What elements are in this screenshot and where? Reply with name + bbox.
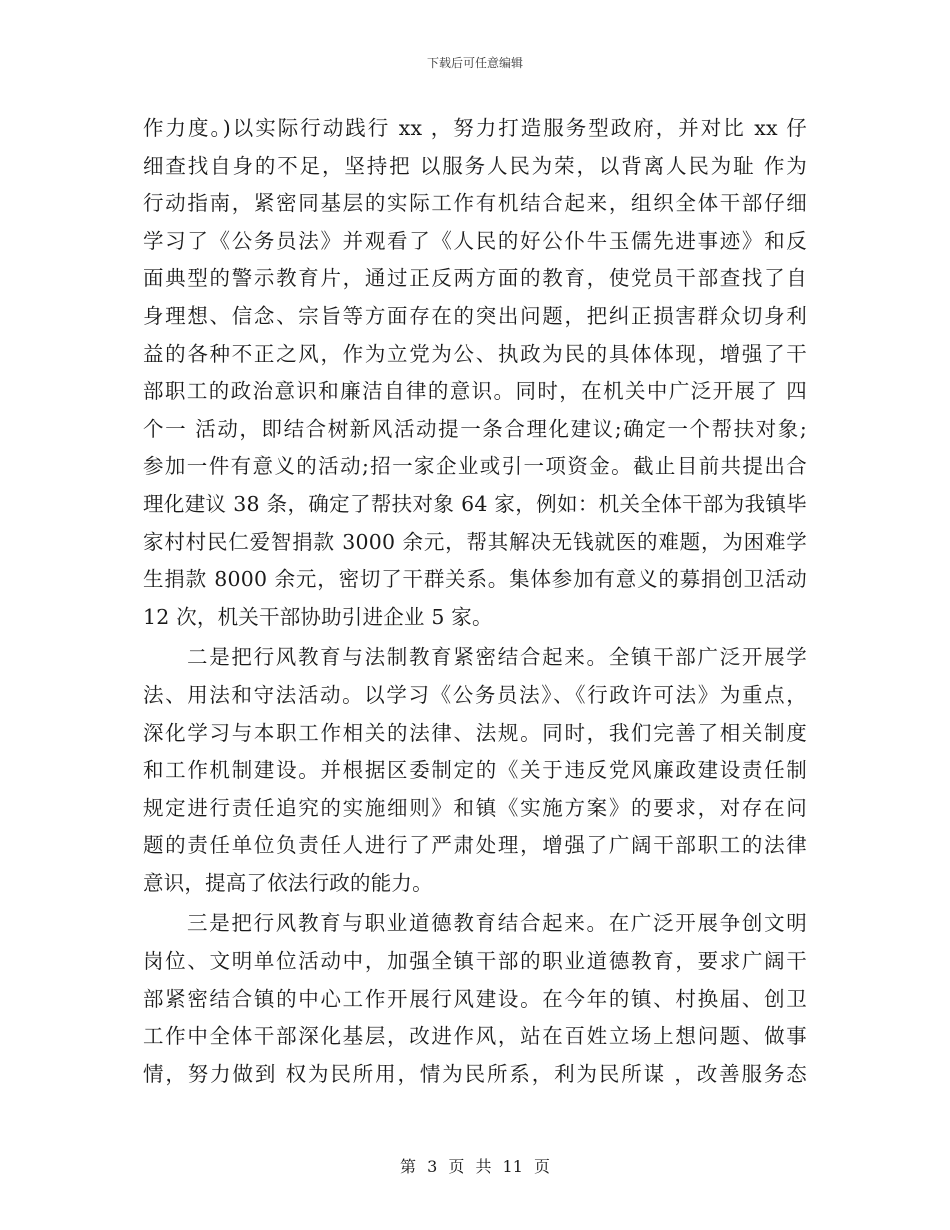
text-line: 题的责任单位负责任人进行了严肃处理，增强了广阔干部职工的法律 xyxy=(143,833,807,858)
text-line: 情，努力做到 权为民所用，情为民所系，利为民所谋 ，改善服务态 xyxy=(143,1061,807,1086)
page-number-footer: 第 3 页 共 11 页 xyxy=(400,1157,550,1176)
text-line: 岗位、文明单位活动中，加强全镇干部的职业道德教育，要求广阔干 xyxy=(143,949,807,974)
paragraph-1 xyxy=(143,110,807,636)
text-line: 生捐款 8000 余元，密切了干群关系。集体参加有意义的募捐创卫活动 xyxy=(143,567,807,592)
text-line: 身理想、信念、宗旨等方面存在的突出问题，把纠正损害群众切身利 xyxy=(143,303,807,328)
text-line: 细查找自身的不足，坚持把 以服务人民为荣，以背离人民为耻 作为 xyxy=(143,153,807,178)
page-header: 下载后可任意编辑 xyxy=(426,56,523,70)
text-line: 个一 活动，即结合树新风活动提一条合理化建议;确定一个帮扶对象; xyxy=(143,416,807,441)
text-line: 法、用法和守法活动。以学习《公务员法》、《行政许可法》为重点， xyxy=(143,682,807,707)
text-line: 二是把行风教育与法制教育紧密结合起来。全镇干部广泛开展学 xyxy=(187,645,807,670)
paragraph-2 xyxy=(143,639,807,902)
text-line: 家村村民仁爱智捐款 3000 余元，帮其解决无钱就医的难题，为困难学 xyxy=(143,529,807,554)
text-line: 三是把行风教育与职业道德教育结合起来。在广泛开展争创文明 xyxy=(187,911,807,936)
text-line: 部职工的政治意识和廉洁自律的意识。同时，在机关中广泛开展了 四 xyxy=(143,379,807,404)
text-line: 部紧密结合镇的中心工作开展行风建设。在今年的镇、村换届、创卫 xyxy=(143,986,807,1011)
text-line: 学习了《公务员法》并观看了《人民的好公仆牛玉儒先进事迹》和反 xyxy=(143,228,807,253)
text-line: 工作中全体干部深化基层，改进作风，站在百姓立场上想问题、做事 xyxy=(143,1024,807,1049)
text-line: 和工作机制建设。并根据区委制定的《关于违反党风廉政建设责任制 xyxy=(143,758,807,783)
text-line: 行动指南，紧密同基层的实际工作有机结合起来，组织全体干部仔细 xyxy=(143,191,807,216)
text-line: 作力度。)以实际行动践行 xx ，努力打造服务型政府，并对比 xx 仔 xyxy=(143,116,807,140)
document-body xyxy=(143,110,807,1093)
text-line: 深化学习与本职工作相关的法律、法规。同时，我们完善了相关制度 xyxy=(143,720,807,745)
text-line: 12 次，机关干部协助引进企业 5 家。 xyxy=(143,604,493,629)
text-line: 理化建议 38 条，确定了帮扶对象 64 家，例如：机关全体干部为我镇毕 xyxy=(143,491,807,516)
text-line: 意识，提高了依法行政的能力。 xyxy=(143,870,433,895)
paragraph-3 xyxy=(143,905,807,1093)
text-line: 益的各种不正之风，作为立党为公、执政为民的具体体现，增强了干 xyxy=(143,341,807,366)
text-line: 面典型的警示教育片，通过正反两方面的教育，使党员干部查找了自 xyxy=(143,266,807,291)
text-line: 规定进行责任追究的实施细则》和镇《实施方案》的要求，对存在问 xyxy=(143,795,807,820)
text-line: 参加一件有意义的活动;招一家企业或引一项资金。截止目前共提出合 xyxy=(143,454,807,479)
